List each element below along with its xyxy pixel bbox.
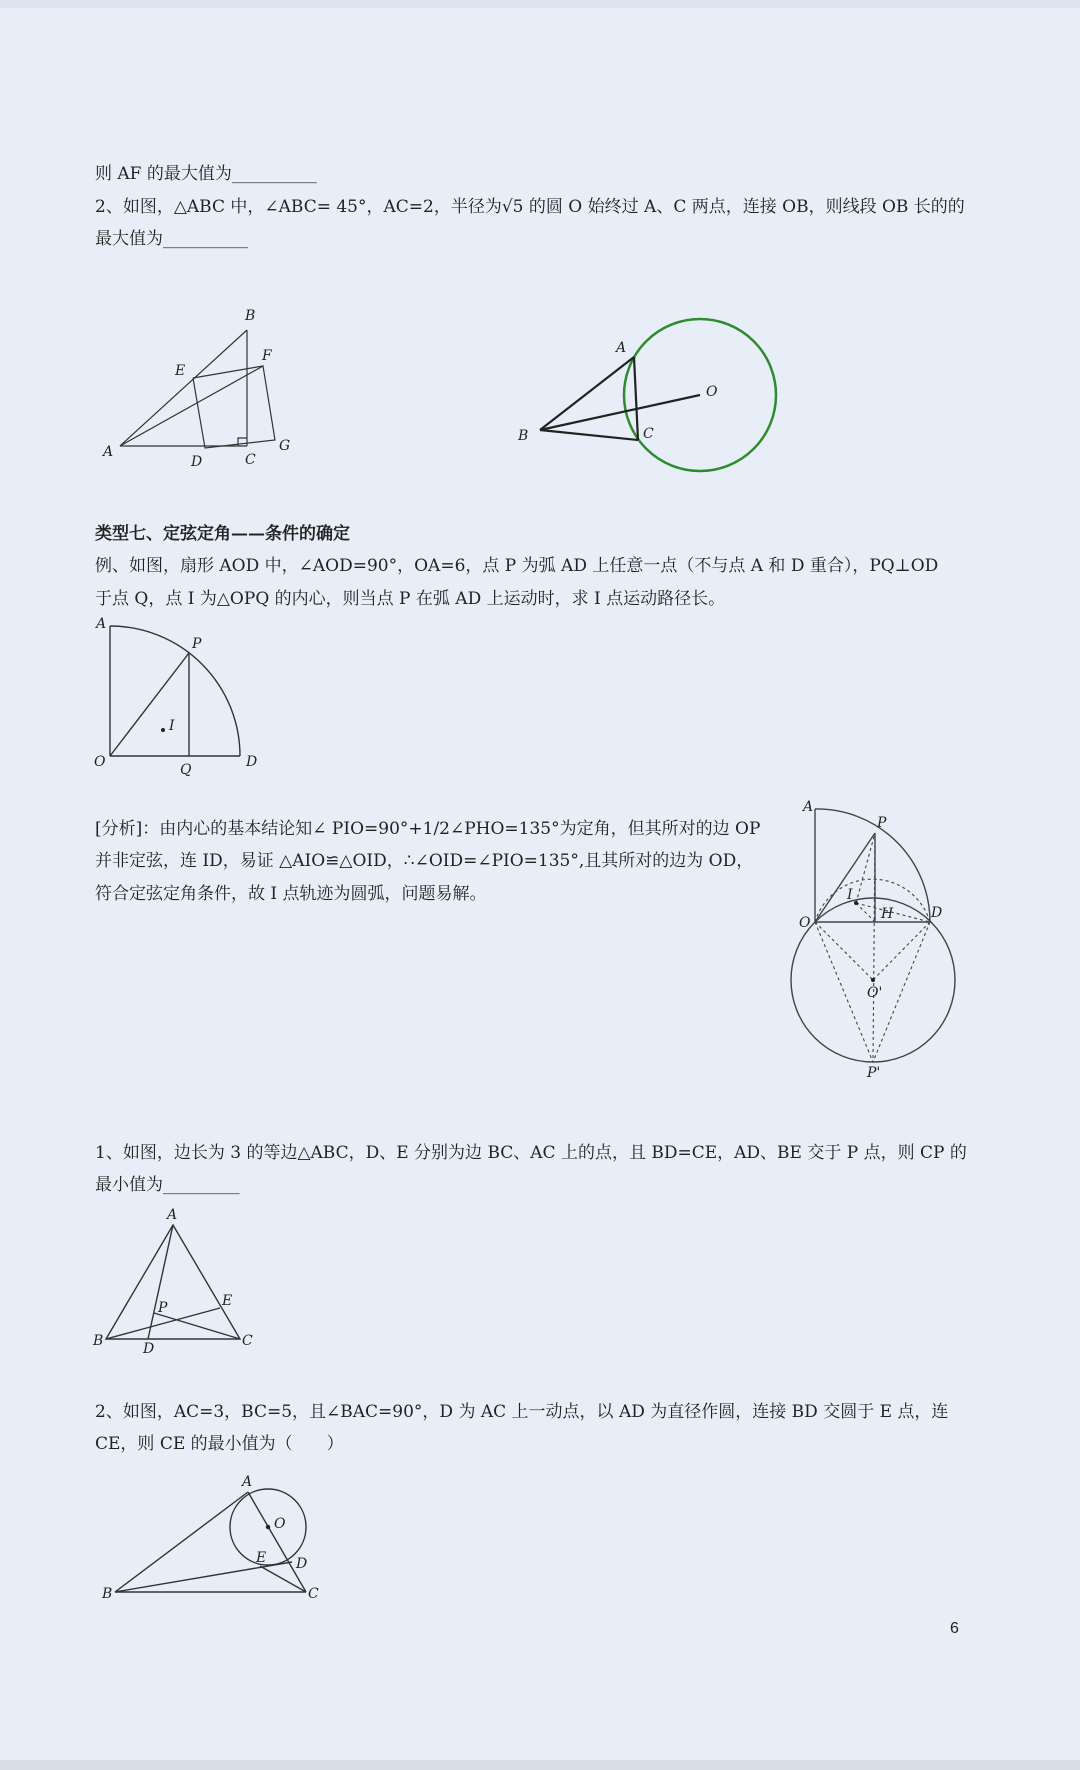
fig5-label-c: C bbox=[242, 1333, 253, 1349]
fig1-label-d: D bbox=[191, 454, 203, 470]
page-number: 6 bbox=[950, 1620, 959, 1637]
fig1-label-c: C bbox=[245, 452, 256, 468]
figure-sector-aod bbox=[90, 610, 270, 780]
fig4-label-o-prime: O' bbox=[867, 985, 883, 1001]
fig5-label-d: D bbox=[143, 1341, 155, 1355]
fig3-label-d: D bbox=[246, 754, 258, 770]
fig4-label-p: P bbox=[877, 815, 887, 831]
fig5-label-e: E bbox=[222, 1293, 233, 1309]
fig6-label-d: D bbox=[296, 1556, 308, 1572]
problem-b1-line-1: 1、如图，边长为 3 的等边△ABC，D、E 分别为边 BC、AC 上的点，且 BD=CE，AD、BE 交于 P 点，则 CP 的 bbox=[95, 1143, 967, 1163]
fig2-label-a: A bbox=[616, 340, 627, 356]
bottom-edge bbox=[0, 1760, 1080, 1770]
section-heading: 类型七、定弦定角——条件的确定 bbox=[95, 524, 350, 544]
analysis-line-1: [分析]：由内心的基本结论知∠ PIO=90°+1/2∠PHO=135°为定角，但其所对的边 OP bbox=[95, 819, 761, 839]
figure-circle-oab bbox=[510, 310, 790, 480]
fig6-label-o: O bbox=[274, 1516, 286, 1532]
fig3-label-p: P bbox=[192, 636, 202, 652]
fig4-label-i: I bbox=[847, 887, 853, 903]
fig3-label-q: Q bbox=[180, 762, 192, 778]
problem-2-line-2: 最大值为__________ bbox=[95, 229, 248, 249]
fig4-label-o: O bbox=[799, 915, 811, 931]
fig1-label-a: A bbox=[103, 444, 114, 460]
fig5-label-a: A bbox=[167, 1207, 178, 1223]
fig6-label-a: A bbox=[242, 1474, 253, 1490]
fig3-label-i: I bbox=[169, 718, 175, 734]
fig4-label-d: D bbox=[931, 905, 943, 921]
fig6-label-c: C bbox=[308, 1586, 319, 1602]
figure-equilateral bbox=[90, 1205, 260, 1355]
fig2-label-c: C bbox=[643, 426, 654, 442]
problem-b2-line-2: CE，则 CE 的最小值为（ ） bbox=[95, 1434, 344, 1454]
top-edge bbox=[0, 0, 1080, 8]
problem-line-af: 则 AF 的最大值为__________ bbox=[95, 164, 317, 184]
fig5-label-b: B bbox=[93, 1333, 104, 1349]
fig3-label-a: A bbox=[96, 616, 107, 632]
fig2-label-o: O bbox=[706, 384, 718, 400]
fig4-label-p-prime: P' bbox=[867, 1065, 881, 1081]
fig1-label-g: G bbox=[279, 438, 291, 454]
figure-square-triangle bbox=[95, 300, 305, 480]
example-line-1: 例、如图，扇形 AOD 中，∠AOD=90°，OA=6，点 P 为弧 AD 上任意一点（不与点 A 和 D 重合），PQ⊥OD bbox=[95, 556, 939, 576]
fig1-label-f: F bbox=[262, 348, 272, 364]
figure-sector-circle bbox=[785, 795, 965, 1085]
fig2-label-b: B bbox=[518, 428, 529, 444]
fig4-label-h: H bbox=[881, 906, 894, 922]
fig5-label-p: P bbox=[158, 1300, 168, 1316]
fig6-label-e: E bbox=[256, 1550, 267, 1566]
figure-right-triangle-circle bbox=[90, 1470, 330, 1620]
analysis-line-2: 并非定弦，连 ID，易证 △AIO≌△OID，∴∠OID=∠PIO=135°,且其所对的边为 OD， bbox=[95, 851, 754, 871]
fig1-label-e: E bbox=[175, 363, 186, 379]
fig3-label-o: O bbox=[94, 754, 106, 770]
example-line-2: 于点 Q，点 I 为△OPQ 的内心，则当点 P 在弧 AD 上运动时，求 I 点运动路径长。 bbox=[95, 589, 726, 609]
problem-b1-line-2: 最小值为_________ bbox=[95, 1175, 240, 1195]
problem-b2-line-1: 2、如图，AC=3，BC=5，且∠BAC=90°，D 为 AC 上一动点，以 AD 为直径作圆，连接 BD 交圆于 E 点，连 bbox=[95, 1402, 949, 1422]
fig6-label-b: B bbox=[102, 1586, 113, 1602]
fig1-label-b: B bbox=[245, 308, 256, 324]
analysis-line-3: 符合定弦定角条件，故 I 点轨迹为圆弧，问题易解。 bbox=[95, 884, 487, 904]
problem-2-line-1: 2、如图，△ABC 中，∠ABC= 45°，AC=2，半径为√5 的圆 O 始终过 A、C 两点，连接 OB，则线段 OB 长的的 bbox=[95, 197, 965, 217]
fig4-label-a: A bbox=[803, 799, 814, 815]
